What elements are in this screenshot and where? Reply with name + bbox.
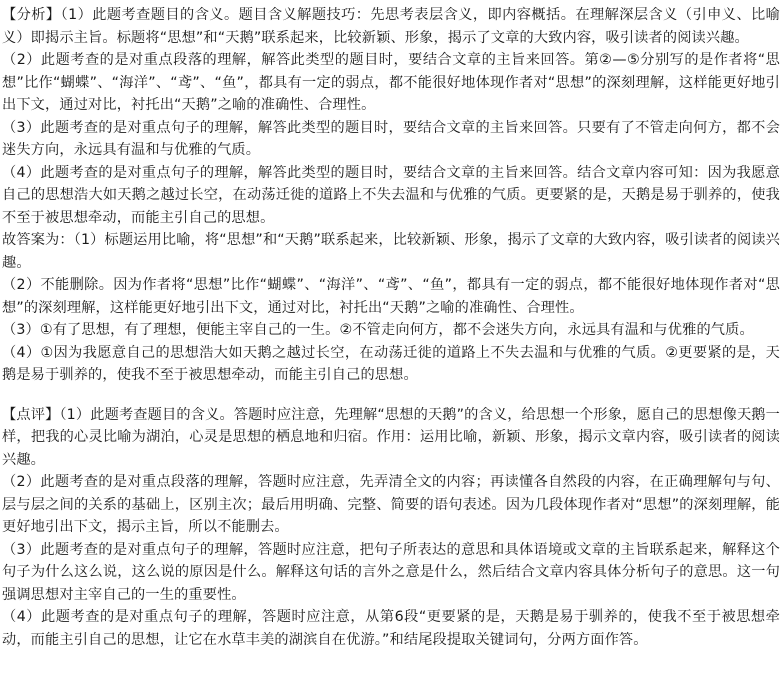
- analysis-item-4-paragraph: （4）此题考查的是对重点句子的理解，解答此类型的题目时，要结合文章的主旨来回答。结合文章内容可知：因为我愿意自己的思想浩大如天鹅之越过长空，在动荡迁徙的道路上不失去温和与优雅的气质。更要紧的是，天鹅是易于驯养的，使我不至于被思想牵动，而能主引自己的思想。: [2, 164, 780, 226]
- comment-item-1-paragraph: 【点评】（1）此题考查题目的含义。答题时应注意，先理解“思想的天鹅”的含义，给思想一个形象，愿自己的思想像天鹅一样，把我的心灵比喻为湖泊，心灵是思想的栖息地和归宿。作用：运用比喻，新颖、形象，揭示文章内容，吸引读者的阅读兴趣。: [2, 406, 780, 468]
- comment-item-4-paragraph: （4）此题考查的是对重点句子的理解，答题时应注意，从第6段“更要紧的是，天鹅是易于驯养的，使我不至于被思想牵动，而能主引自己的思想，让它在水草丰美的湖滨自在优游。”和结尾段提取关键词句，分两方面作答。: [2, 609, 780, 648]
- comment-item-2-paragraph: （2）此题考查的是对重点段落的理解，答题时应注意，先弄清全文的内容；再读懂各自然段的内容，在正确理解句与句、层与层之间的关系的基础上，区别主次；最后用明确、完整、简要的语句表述。因为几段体现作者对“思想”的深刻理解，能更好地引出下文，揭示主旨，所以不能删去。: [2, 474, 780, 535]
- comment-section: [2, 404, 780, 652]
- answer-item-4-paragraph: （4）①因为我愿意自己的思想浩大如天鹅之越过长空，在动荡迁徙的道路上不失去温和与优雅的气质。②更要紧的是，天鹅是易于驯养的，使我不至于被思想牵动，而能主引自己的思想。: [2, 344, 780, 383]
- analysis-item-2-paragraph: （2）此题考查的是对重点段落的理解，解答此类型的题目时，要结合文章的主旨来回答。第②—⑤分别写的是作者将“思想”比作“蝴蝶”、“海洋”、“鸢”、“鱼”，都具有一定的弱点，都不能很好地体现作者对“思想”的深刻理解，这样能更好地引出下文，通过对比，衬托出“天鹅”之喻的准确性、合理性。: [2, 52, 780, 113]
- answer-item-3-paragraph: （3）①有了思想，有了理想，便能主宰自己的一生。②不管走向何方，都不会迷失方向，永远具有温和与优雅的气质。: [2, 322, 754, 338]
- answer-item-1-paragraph: 故答案为：（1）标题运用比喻，将“思想”和“天鹅”联系起来，比较新颖、形象，揭示了文章的大致内容，吸引读者的阅读兴趣。: [2, 232, 780, 271]
- section-spacer: [2, 387, 780, 404]
- analysis-item-3-paragraph: （3）此题考查的是对重点句子的理解，解答此类型的题目时，要结合文章的主旨来回答。只要有了不管走向何方，都不会迷失方向，永远具有温和与优雅的气质。: [2, 119, 780, 158]
- analysis-section: [2, 4, 780, 387]
- comment-item-3-paragraph: （3）此题考查的是对重点句子的理解，答题时应注意，把句子所表达的意思和具体语境或文章的主旨联系起来，解释这个句子为什么这么说，这么说的原因是什么。解释这句话的言外之意是什么，然后结合文章内容具体分析句子的意思。这一句强调思想对主宰自己的一生的重要性。: [2, 541, 780, 603]
- answer-item-2-paragraph: （2）不能删除。因为作者将“思想”比作“蝴蝶”、“海洋”、“鸢”、“鱼”，都具有一定的弱点，都不能很好地体现作者对“思想”的深刻理解，这样能更好地引出下文，通过对比，衬托出“天鹅”之喻的准确性、合理性。: [2, 277, 780, 316]
- analysis-intro-paragraph: 【分析】（1）此题考查题目的含义。题目含义解题技巧：先思考表层含义，即内容概括。在理解深层含义（引申义、比喻义）即揭示主旨。标题将“思想”和“天鹅”联系起来，比较新颖、形象，揭示了文章的大致内容，吸引读者的阅读兴趣。: [2, 7, 780, 46]
